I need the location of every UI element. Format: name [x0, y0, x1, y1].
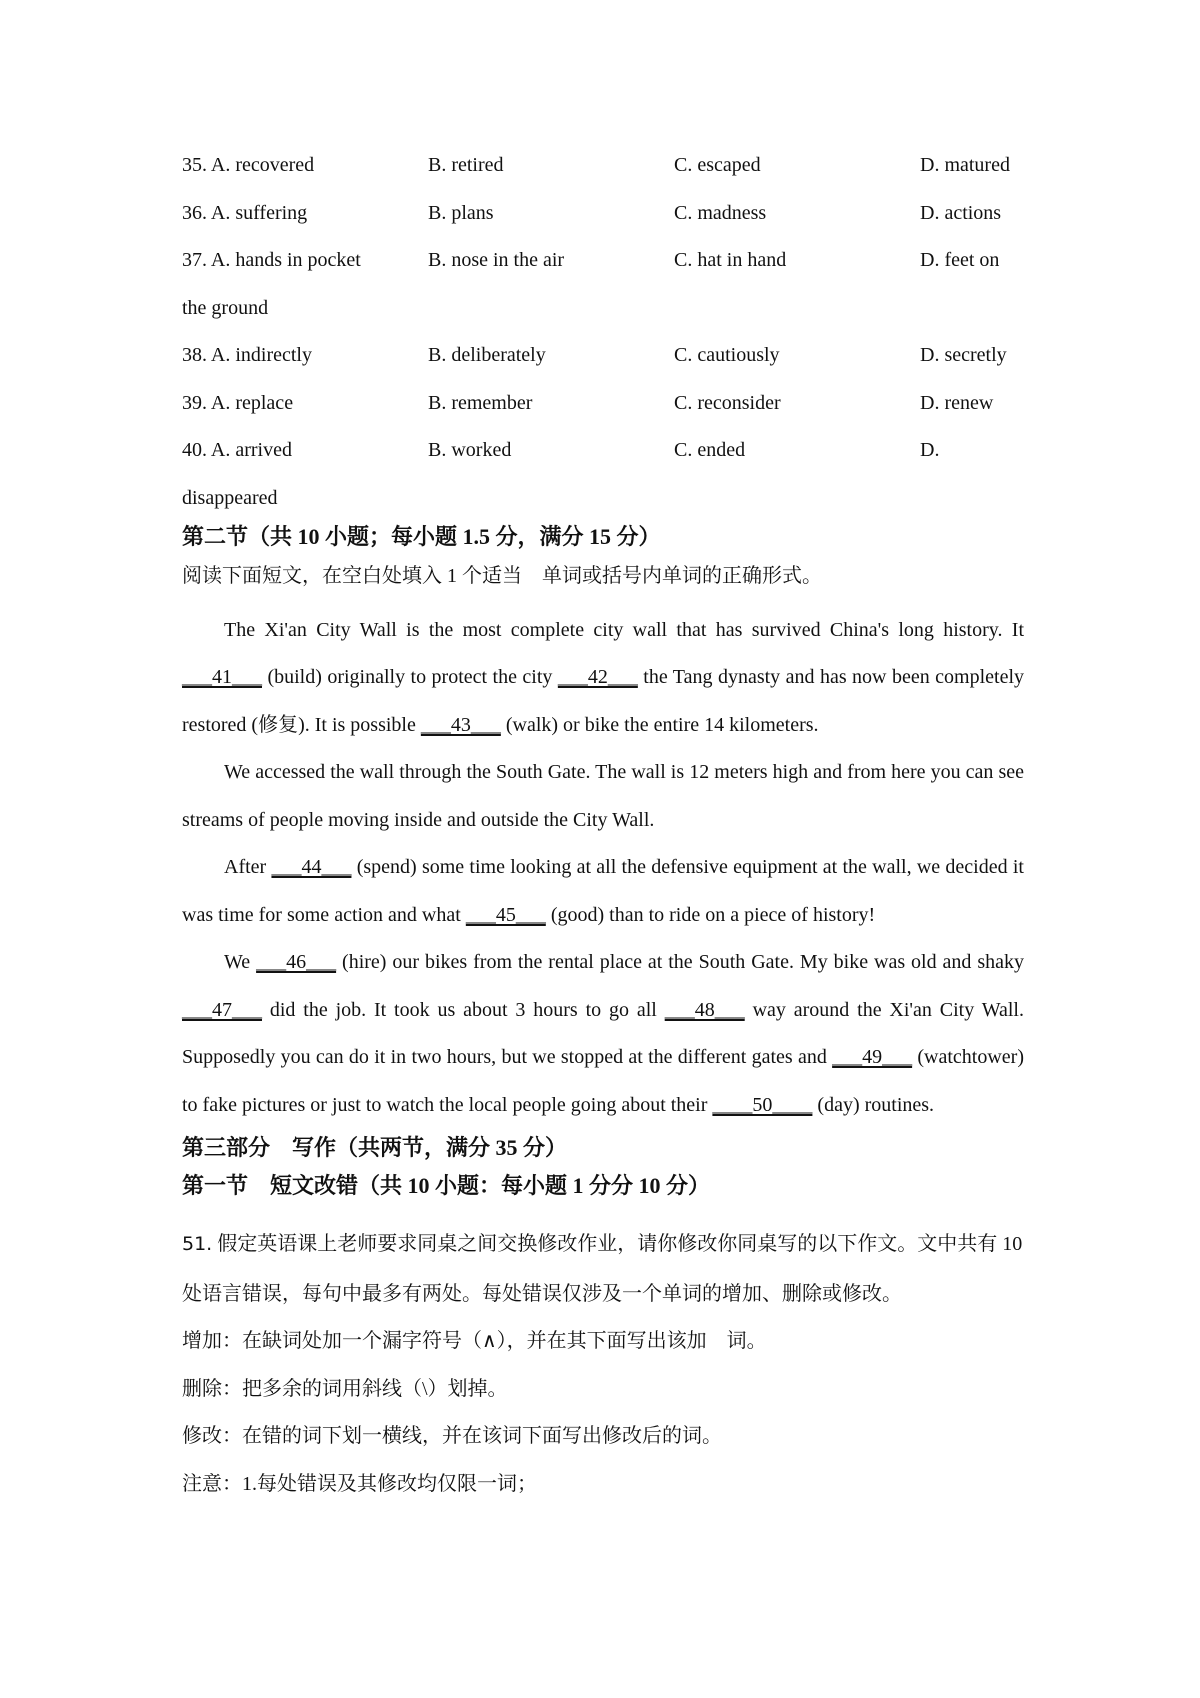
option-c: C. reconsider — [674, 391, 781, 414]
option-c: C. hat in hand — [674, 249, 787, 271]
option-b: B. nose in the air — [428, 249, 565, 271]
option-b: B. worked — [428, 439, 512, 461]
part3-subheading: 第一节 短文改错（共 10 小题：每小题 1 分分 10 分） — [182, 1173, 711, 1198]
text: We — [224, 951, 257, 973]
text: did the job. It took us about 3 hours to go all — [262, 998, 665, 1021]
option-b: B. remember — [428, 391, 533, 414]
option-d: D. matured — [920, 154, 1010, 176]
text: (watchtower) to fake pictures or just to watch the local people going about their — [182, 1046, 1025, 1116]
option-c: C. escaped — [674, 154, 761, 176]
option-c: C. ended — [674, 439, 746, 461]
text: (good) than to ride on a piece of history! — [545, 903, 876, 926]
blank-41: ___41___ — [182, 666, 262, 688]
text: (build) originally to protect the city — [262, 666, 558, 688]
blank-44: ___44___ — [271, 856, 352, 878]
instruction-add: 增加：在缺词处加一个漏字符号（∧），并在其下面写出该加 词。 — [182, 1330, 767, 1352]
option-wrap-40: disappeared — [182, 486, 278, 509]
option-c: C. cautiously — [674, 344, 780, 366]
option-b: B. plans — [428, 201, 494, 224]
option-a: 39. A. replace — [182, 391, 294, 414]
option-a: 35. A. recovered — [182, 154, 315, 176]
blank-46: ___46___ — [256, 951, 337, 973]
text: (day) routines. — [812, 1093, 935, 1116]
blank-42: ___42___ — [557, 666, 638, 688]
option-d: D. renew — [920, 391, 994, 414]
blank-43: ___43___ — [420, 713, 501, 736]
options-row-40 — [182, 440, 1024, 488]
question-text: 假定英语课上老师要求同桌之间交换修改作业，请你修改你同桌写的以下作文。文中共有 10 处语言错误，每句中最多有两处。每处错误仅涉及一个单词的增加、删除或修改。 — [182, 1233, 1023, 1305]
passage-paragraph-4 — [182, 939, 1024, 1129]
option-d: D. feet on — [920, 249, 1000, 271]
text: way around the Xi'an City Wall. Supposedly you can do it in two hours, but we stopped at the different gates and — [182, 998, 1024, 1068]
instruction-note: 注意：1.每处错误及其修改均仅限一词； — [182, 1472, 537, 1495]
option-a: 40. A. arrived — [182, 439, 292, 461]
option-a: 36. A. suffering — [182, 201, 308, 224]
blank-48: ___48___ — [664, 998, 745, 1021]
option-a: 38. A. indirectly — [182, 344, 312, 366]
option-wrap-37: the ground — [182, 296, 269, 319]
passage-paragraph-2 — [182, 749, 1024, 844]
text: The Xi'an City Wall is the most complete city wall that has survived China's long history. It — [224, 618, 1024, 641]
options-row-37 — [182, 250, 1024, 298]
option-d: D. actions — [920, 201, 1002, 224]
page-content — [182, 155, 1024, 1521]
instruction-modify: 修改：在错的词下划一横线，并在该词下面写出修改后的词。 — [182, 1425, 722, 1447]
text: (walk) or bike the entire 14 kilometers. — [500, 713, 819, 736]
text: After — [224, 856, 272, 878]
question-number: 51. — [182, 1233, 213, 1255]
blank-47: ___47___ — [182, 998, 262, 1021]
option-c: C. madness — [674, 201, 767, 224]
passage-paragraph-3 — [182, 844, 1024, 939]
text: (hire) our bikes from the rental place at the South Gate. My bike was old and shaky — [336, 951, 1025, 973]
blank-50: ____50____ — [712, 1093, 813, 1116]
blank-49: ___49___ — [832, 1046, 913, 1068]
part3-heading: 第三部分 写作（共两节，满分 35 分） — [182, 1135, 568, 1160]
option-b: B. deliberately — [428, 344, 546, 366]
text: the Tang dynasty and has now been completely restored (修复). It is possible — [182, 666, 1024, 736]
options-row-39 — [182, 393, 1024, 441]
text: (spend) some time looking at all the defensive equipment at the wall, we decided it was time for some action and what — [182, 856, 1024, 926]
passage-paragraph-1 — [182, 607, 1024, 750]
text: We accessed the wall through the South Gate. The wall is 12 meters high and from here you can see streams of people moving inside and outside the City Wall. — [182, 761, 1024, 831]
option-d: D. — [920, 439, 940, 461]
option-b: B. retired — [428, 154, 504, 176]
option-d: D. secretly — [920, 344, 1007, 366]
section2-instruction: 阅读下面短文，在空白处填入 1 个适当 单词或括号内单词的正确形式。 — [182, 564, 822, 587]
section2-heading: 第二节（共 10 小题；每小题 1.5 分，满分 15 分） — [182, 523, 661, 549]
option-a: 37. A. hands in pocket — [182, 249, 361, 271]
options-row-38 — [182, 345, 1024, 393]
blank-45: ___45___ — [465, 903, 546, 926]
options-row-36 — [182, 203, 1024, 251]
question-51 — [182, 1219, 1024, 1319]
instruction-delete: 删除：把多余的词用斜线（\）划掉。 — [182, 1377, 508, 1400]
options-row-35 — [182, 155, 1024, 203]
